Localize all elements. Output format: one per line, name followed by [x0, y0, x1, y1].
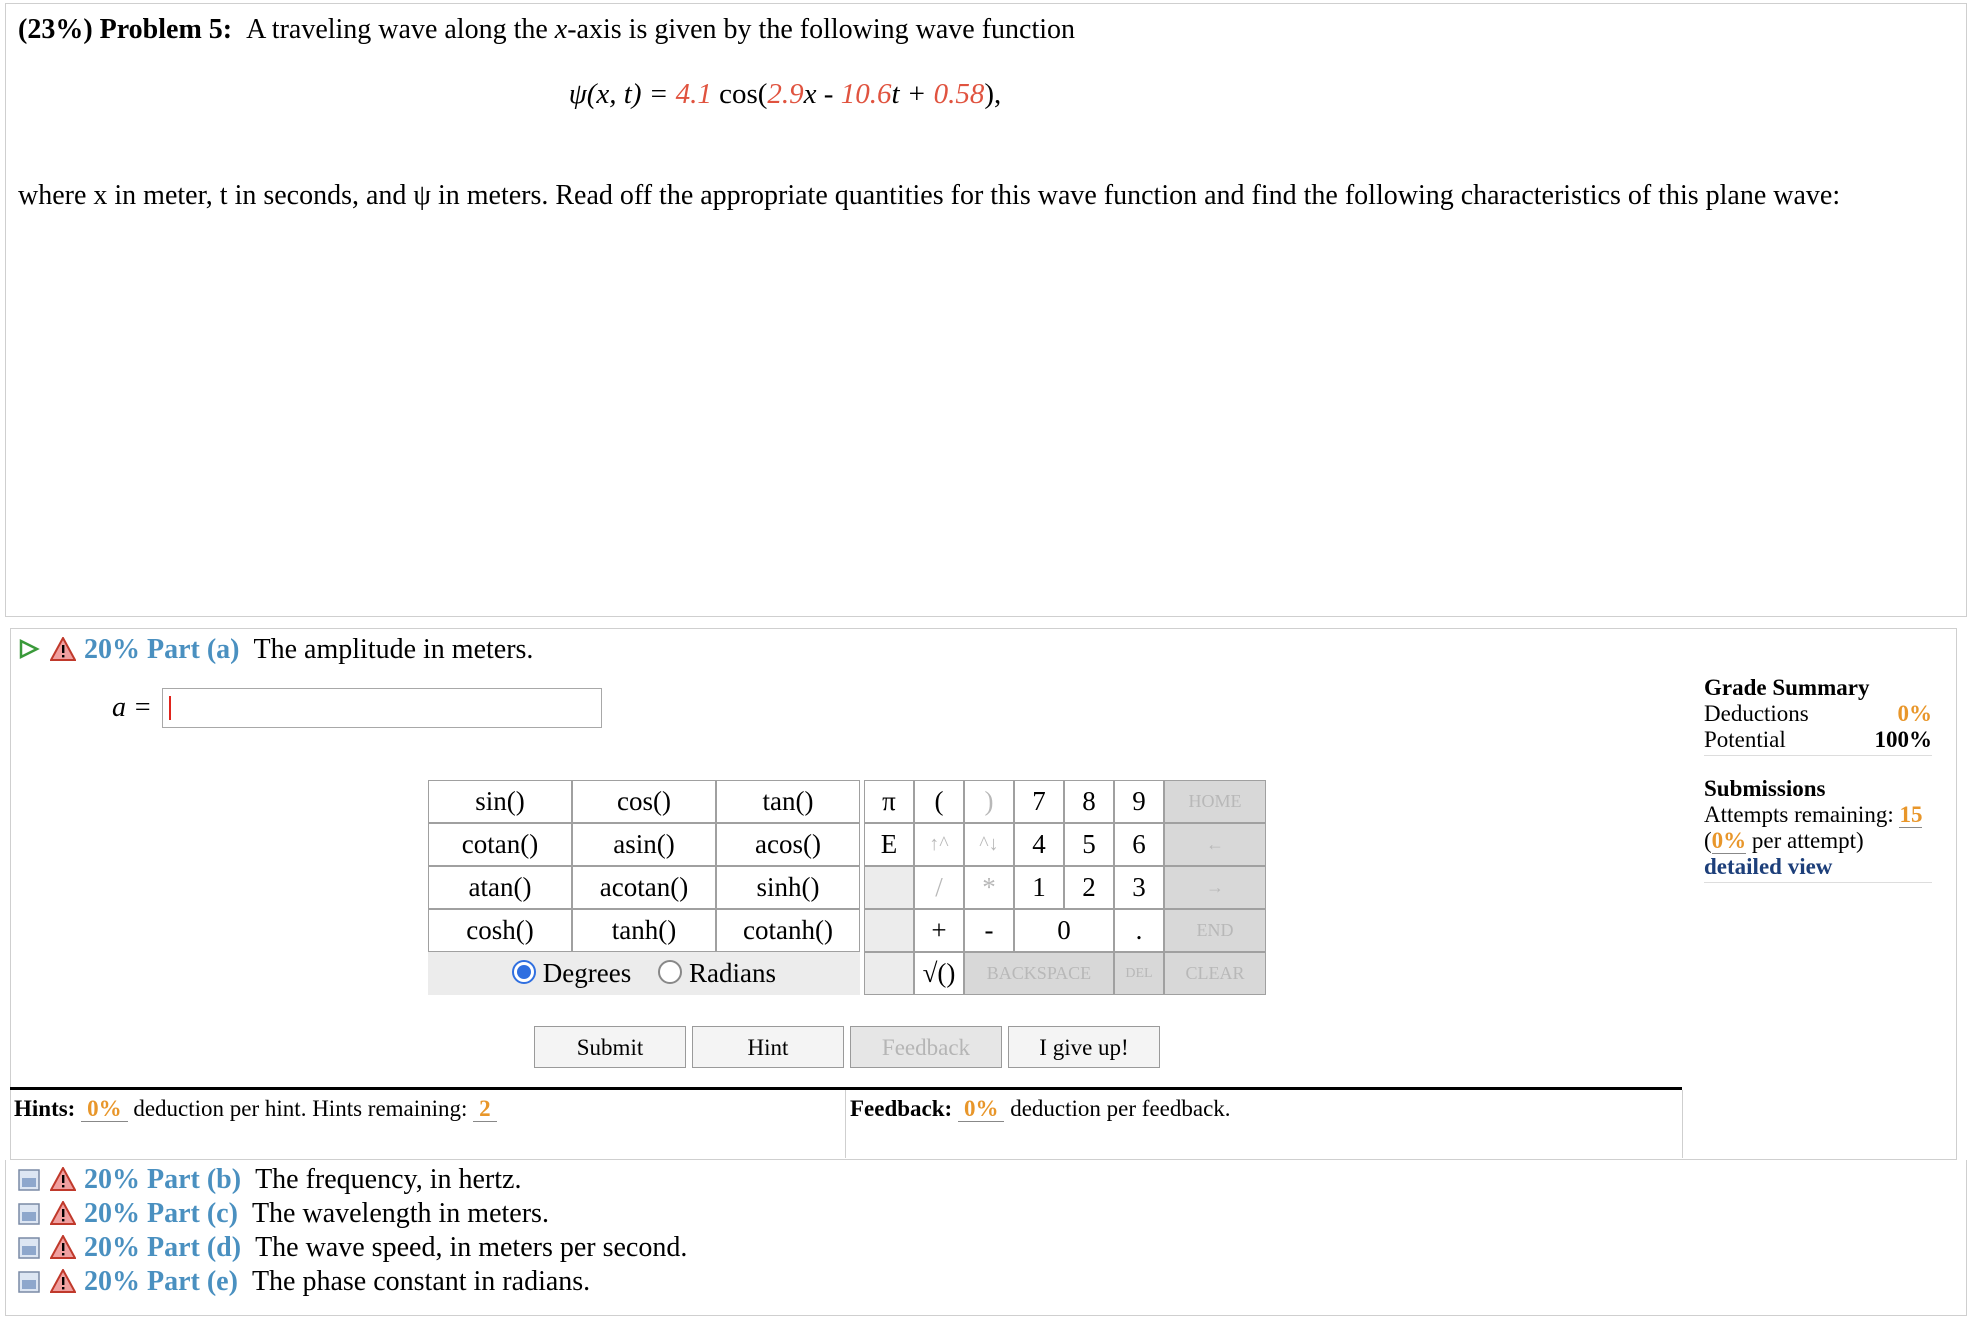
collapsed-part-icon: [18, 1237, 40, 1259]
attempts-row: [1704, 802, 1932, 828]
key-2[interactable]: 2: [1064, 866, 1114, 909]
key-up[interactable]: ↑^: [914, 823, 964, 866]
eq-lhs: ψ(x, t) =: [568, 78, 676, 110]
key-lparen[interactable]: (: [914, 780, 964, 823]
collapsed-part-icon: [18, 1203, 40, 1225]
key-del[interactable]: DEL: [1114, 952, 1164, 995]
key-sqrt[interactable]: √(): [914, 952, 964, 995]
warning-icon: [50, 637, 76, 661]
key-6[interactable]: 6: [1114, 823, 1164, 866]
key-sinh[interactable]: sinh(): [716, 866, 860, 909]
key-3[interactable]: 3: [1114, 866, 1164, 909]
part-e-item[interactable]: [18, 1266, 687, 1300]
key-1[interactable]: 1: [1014, 866, 1064, 909]
feedback-deduction: 0%: [958, 1096, 1005, 1122]
key-right-arrow[interactable]: →: [1164, 866, 1266, 909]
angle-mode-row: [428, 952, 860, 995]
feedback-label: Feedback:: [850, 1096, 953, 1121]
deductions-row: [1704, 701, 1932, 727]
hints-text: deduction per hint. Hints remaining:: [133, 1096, 468, 1121]
radians-label: Radians: [688, 958, 776, 988]
key-cosh[interactable]: cosh(): [428, 909, 572, 952]
key-tanh[interactable]: tanh(): [572, 909, 716, 952]
key-cos[interactable]: cos(): [572, 780, 716, 823]
key-blank-2: [864, 909, 914, 952]
key-backspace[interactable]: BACKSPACE: [964, 952, 1114, 995]
key-cotan[interactable]: cotan(): [428, 823, 572, 866]
key-acos[interactable]: acos(): [716, 823, 860, 866]
other-parts-list: [18, 1164, 687, 1300]
hints-divider: [10, 1087, 1682, 1090]
eq-omega: 10.6: [840, 78, 892, 110]
key-left-arrow[interactable]: ←: [1164, 823, 1266, 866]
problem-title: [18, 14, 1075, 46]
hints-feedback-separator: [845, 1090, 846, 1158]
key-minus[interactable]: -: [964, 909, 1014, 952]
key-cotanh[interactable]: cotanh(): [716, 909, 860, 952]
part-d-weight: 20% Part (d): [84, 1232, 242, 1263]
key-blank-1: [864, 866, 914, 909]
feedback-button[interactable]: Feedback: [850, 1026, 1002, 1068]
degrees-label: Degrees: [542, 958, 632, 988]
key-blank-3: [864, 952, 914, 995]
key-4[interactable]: 4: [1014, 823, 1064, 866]
eq-t: t +: [891, 78, 934, 110]
per-attempt-pct: 0%: [1711, 828, 1747, 853]
answer-input[interactable]: [162, 688, 602, 728]
eq-k: 2.9: [767, 78, 804, 110]
text-caret: [169, 696, 171, 720]
hint-button[interactable]: Hint: [692, 1026, 844, 1068]
per-attempt-row: [1704, 828, 1932, 854]
key-asin[interactable]: asin(): [572, 823, 716, 866]
key-8[interactable]: 8: [1064, 780, 1114, 823]
part-d-item[interactable]: [18, 1232, 687, 1266]
problem-statement: A traveling wave along the x-axis is given by the following wave function: [246, 14, 1076, 45]
key-sin[interactable]: sin(): [428, 780, 572, 823]
part-c-item[interactable]: [18, 1198, 687, 1232]
key-7[interactable]: 7: [1014, 780, 1064, 823]
key-rparen[interactable]: ): [964, 780, 1014, 823]
part-b-text: The frequency, in hertz.: [255, 1164, 522, 1195]
eq-phi: 0.58: [933, 78, 985, 110]
attempts-label: Attempts remaining:: [1704, 802, 1894, 827]
key-down[interactable]: ^↓: [964, 823, 1014, 866]
eq-amplitude: 4.1: [675, 78, 712, 110]
key-acotan[interactable]: acotan(): [572, 866, 716, 909]
warning-icon: [50, 1269, 76, 1293]
problem-label: Problem 5:: [99, 14, 233, 45]
submit-button[interactable]: Submit: [534, 1026, 686, 1068]
potential-label: Potential: [1704, 727, 1786, 752]
per-attempt-open: (: [1704, 828, 1712, 853]
give-up-button[interactable]: I give up!: [1008, 1026, 1160, 1068]
grade-panel-separator: [1682, 1090, 1683, 1158]
key-9[interactable]: 9: [1114, 780, 1164, 823]
where-text: where x in meter, t in seconds, and ψ in meters. Read off the appropriate quantities for this wave function and find the following characteristics of this plane wave:: [18, 180, 1841, 211]
submissions-title: Submissions: [1704, 776, 1826, 801]
key-pi[interactable]: π: [864, 780, 914, 823]
eq-cos: cos(: [711, 78, 768, 110]
feedback-text: deduction per feedback.: [1010, 1096, 1231, 1121]
warning-icon: [50, 1167, 76, 1191]
hints-info: [14, 1096, 497, 1122]
hints-label: Hints:: [14, 1096, 76, 1121]
wave-equation: [0, 78, 1570, 111]
grade-summary: [1704, 675, 1932, 883]
expand-arrow-icon[interactable]: [18, 638, 40, 660]
grade-summary-title: Grade Summary: [1704, 675, 1870, 700]
key-dot[interactable]: .: [1114, 909, 1164, 952]
key-tan[interactable]: tan(): [716, 780, 860, 823]
deductions-label: Deductions: [1704, 701, 1809, 726]
eq-x: x -: [803, 78, 841, 110]
radians-radio[interactable]: [658, 960, 682, 984]
collapsed-part-icon: [18, 1271, 40, 1293]
key-atan[interactable]: atan(): [428, 866, 572, 909]
key-0[interactable]: 0: [1014, 909, 1114, 952]
part-c-weight: 20% Part (c): [84, 1198, 238, 1229]
key-end[interactable]: END: [1164, 909, 1266, 952]
part-c-text: The wavelength in meters.: [251, 1198, 549, 1229]
key-5[interactable]: 5: [1064, 823, 1114, 866]
warning-icon: [50, 1201, 76, 1225]
problem-weight: (23%): [18, 14, 93, 45]
key-e[interactable]: E: [864, 823, 914, 866]
part-e-text: The phase constant in radians.: [251, 1266, 591, 1297]
attempts-value: 15: [1899, 802, 1923, 827]
key-home[interactable]: HOME: [1164, 780, 1266, 823]
feedback-info: [850, 1096, 1231, 1122]
potential-row: [1704, 727, 1932, 753]
per-attempt-text: per attempt): [1746, 828, 1864, 853]
detailed-view-link[interactable]: detailed view: [1704, 854, 1833, 879]
part-a-weight: 20% Part (a): [84, 634, 240, 665]
deductions-value: 0%: [1897, 701, 1932, 726]
eq-end: ),: [984, 78, 1002, 110]
key-divide[interactable]: /: [914, 866, 964, 909]
hints-remaining: 2: [473, 1096, 497, 1122]
key-plus[interactable]: +: [914, 909, 964, 952]
hints-deduction: 0%: [81, 1096, 128, 1122]
part-b-item[interactable]: [18, 1164, 687, 1198]
part-e-weight: 20% Part (e): [84, 1266, 238, 1297]
collapsed-part-icon: [18, 1169, 40, 1191]
warning-icon: [50, 1235, 76, 1259]
degrees-radio[interactable]: [512, 960, 536, 984]
key-clear[interactable]: CLEAR: [1164, 952, 1266, 995]
answer-variable-label: a =: [112, 692, 152, 723]
part-a-text: The amplitude in meters.: [253, 634, 534, 665]
part-b-weight: 20% Part (b): [84, 1164, 242, 1195]
part-d-text: The wave speed, in meters per second.: [255, 1232, 688, 1263]
potential-value: 100%: [1874, 727, 1932, 752]
key-multiply[interactable]: *: [964, 866, 1014, 909]
part-a-header: [18, 634, 533, 666]
